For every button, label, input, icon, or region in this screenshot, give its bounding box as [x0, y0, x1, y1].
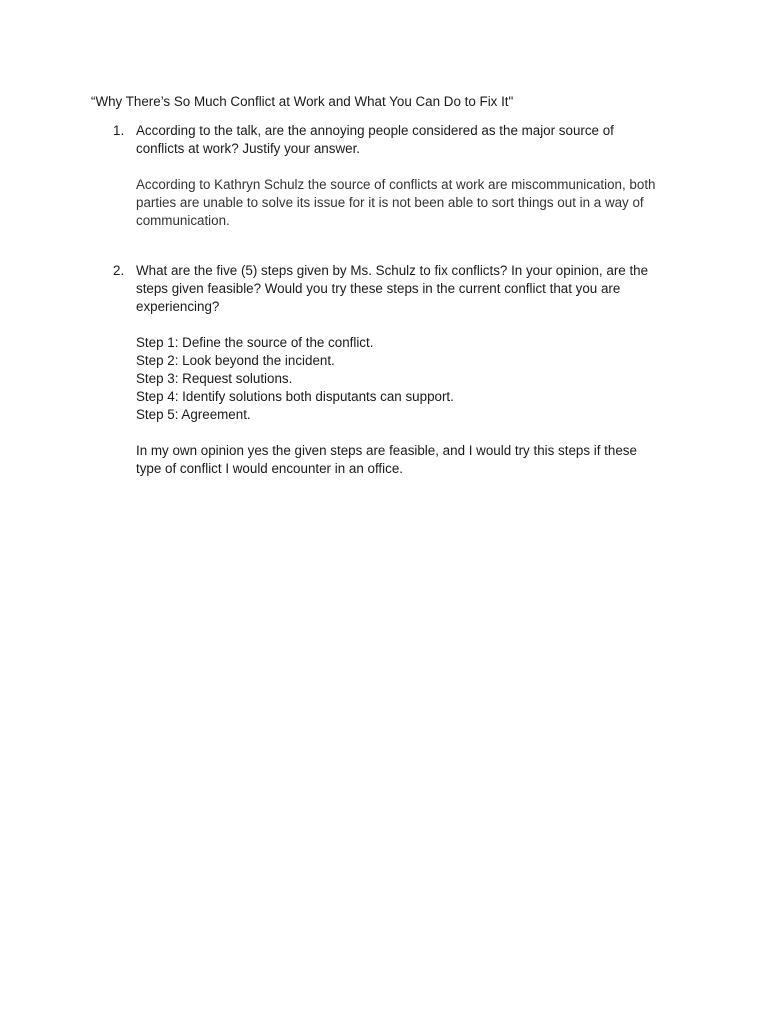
step-item: Step 3: Request solutions.: [136, 371, 293, 386]
step-item: Step 5: Agreement.: [136, 407, 251, 422]
answer-text-line: parties are unable to solve its issue for it is not been able to sort things out in a way of: [136, 195, 644, 210]
question-body: [136, 262, 681, 478]
steps-list: [136, 334, 681, 424]
step-item: Step 4: Identify solutions both disputants can support.: [136, 389, 454, 404]
step-item: Step 2: Look beyond the incident.: [136, 353, 335, 368]
step-item: Step 1: Define the source of the conflict.: [136, 335, 374, 350]
question-text-line: experiencing?: [136, 299, 220, 314]
answer-text-line: According to Kathryn Schulz the source of conflicts at work are miscommunication, both: [136, 177, 656, 192]
paragraph-gap: [136, 158, 681, 176]
document-title: “Why There’s So Much Conflict at Work and What You Can Do to Fix It": [91, 94, 514, 109]
question-body: [136, 122, 681, 230]
answer-paragraph: [136, 176, 681, 230]
paragraph-gap: [136, 424, 681, 442]
question-number: 1.: [113, 123, 125, 138]
opinion-paragraph: [136, 442, 681, 478]
question-text-line: conflicts at work? Justify your answer.: [136, 141, 361, 156]
question-number: 2.: [113, 263, 125, 278]
opinion-text-line: type of conflict I would encounter in an office.: [136, 461, 403, 476]
question-text-line: According to the talk, are the annoying people considered as the major source of: [136, 123, 614, 138]
opinion-text-line: In my own opinion yes the given steps are feasible, and I would try this steps if these: [136, 443, 637, 458]
answer-text-line: communication.: [136, 213, 230, 228]
paragraph-gap: [136, 316, 681, 334]
question-text-line: What are the five (5) steps given by Ms. Schulz to fix conflicts? In your opinion, are the: [136, 263, 649, 278]
question-text-line: steps given feasible? Would you try these steps in the current conflict that you are: [136, 281, 621, 296]
